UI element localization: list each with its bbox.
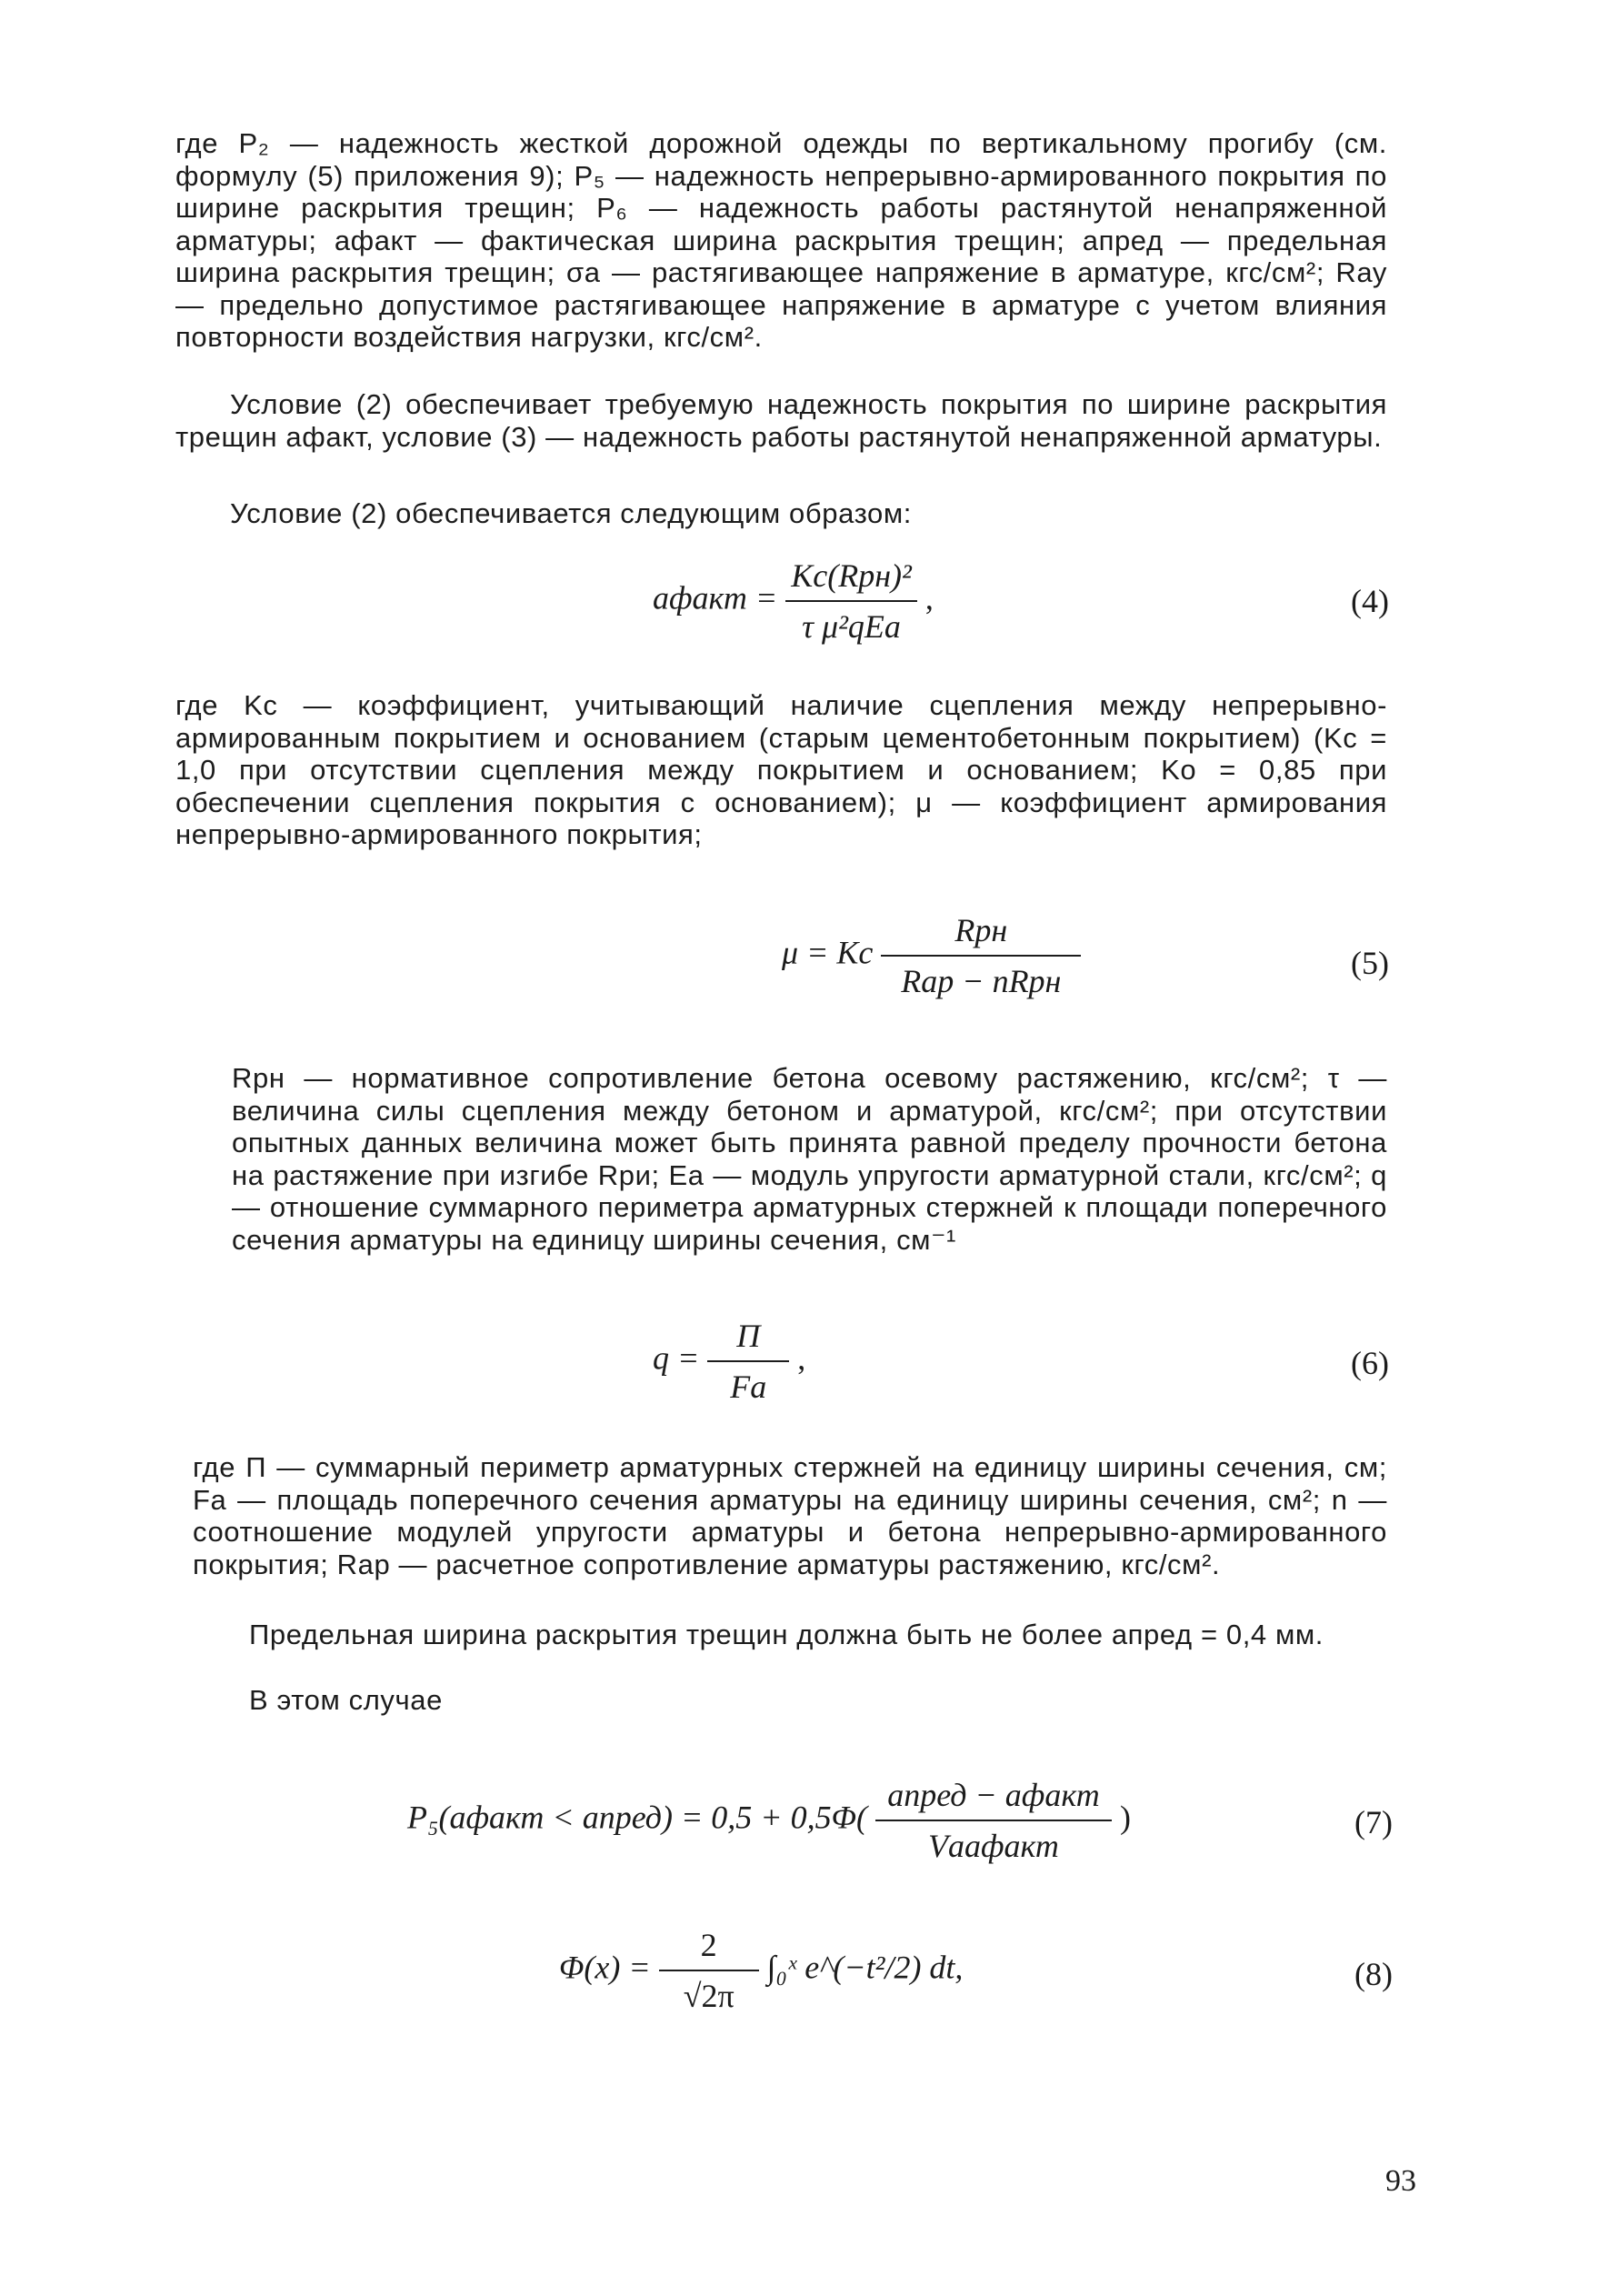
formula-4-denominator: τ μ²qEа (785, 600, 917, 646)
formula-8-denominator: √2π (659, 1970, 759, 2015)
formula-5-numerator: Rpн (954, 912, 1008, 948)
formula-8-numerator: 2 (700, 1927, 717, 1963)
equation-number-7: (7) (1354, 1804, 1393, 1840)
formula-8-tail: ∫₀ˣ e^(−t²/2) dt, (766, 1949, 964, 1986)
paragraph-definitions-1: где P₂ — надежность жесткой дорожной одежды по вертикальному прогибу (см. формулу (5) приложения 9); P₅ — надежность непрерывно-армированного покрытия по ширине раскрытия трещин; P₆ — надежность работы растянутой ненапряженной арматуры; aфакт — фактическая ширина раскрытия трещин; aпред — предельная ширина раскрытия трещин; σа — растягивающее напряжение в арматуре, кгс/см²; Rау — предельно допустимое растягивающее напряжение в арматуре с учетом влияния повторности воздействия нагрузки, кгс/см². (175, 127, 1387, 353)
paragraph-limit-width: Предельная ширина раскрытия трещин должна быть не более aпред = 0,4 мм. (249, 1619, 1324, 1650)
formula-7-lhs: P₅(aфакт < aпред) = 0,5 + 0,5Φ( (407, 1799, 867, 1836)
formula-6-denominator: Fа (707, 1360, 789, 1406)
formula-5 (782, 911, 1327, 1000)
formula-4 (653, 556, 1198, 646)
equation-number-6: (6) (1351, 1345, 1389, 1381)
paragraph-condition-2: Условие (2) обеспечивает требуемую надежность покрытия по ширине раскрытия трещин aфакт, условие (3) — надежность работы растянутой ненапряженной арматуры. (175, 388, 1387, 453)
formula-7 (407, 1776, 1280, 1865)
formula-5-denominator: Rаp − nRpн (881, 955, 1081, 1000)
formula-4-numerator: Kс(Rpн)² (791, 557, 912, 594)
equation-number-8: (8) (1354, 1956, 1393, 1992)
formula-4-tail: , (924, 579, 934, 617)
formula-7-numerator: aпред − aфакт (887, 1777, 1100, 1813)
formula-6 (653, 1317, 1016, 1406)
paragraph-in-this-case: В этом случае (249, 1684, 443, 1716)
paragraph-rp-definition: Rpн — нормативное сопротивление бетона осевому растяжению, кгс/см²; τ — величина силы сцепления между бетоном и арматурой, кгс/см²; при отсутствии опытных данных величина может быть принята равной пределу прочности бетона на растяжение при изгибе Rри; Eа — модуль упругости арматурной стали, кгс/см²; q — отношение суммарного периметра арматурных стержней к площади поперечного сечения арматуры на единицу ширины сечения, см⁻¹ (232, 1062, 1387, 1256)
equation-number-4: (4) (1351, 583, 1389, 619)
formula-8 (559, 1926, 1304, 2015)
paragraph-kc-definition: где Kс — коэффициент, учитывающий наличие сцепления между непрерывно-армированным покрытием и основанием (старым цементобетонным покрытием) (Kс = 1,0 при отсутствии сцепления между покрытием и основанием; Kо = 0,85 при обеспечении сцепления покрытия с основанием); μ — коэффициент армирования непрерывно-армированного покрытия; (175, 689, 1387, 850)
equation-number-5: (5) (1351, 945, 1389, 981)
formula-6-tail: , (797, 1339, 806, 1377)
page-number: 93 (1385, 2164, 1416, 2198)
formula-8-lhs: Φ(x) = (559, 1949, 651, 1986)
formula-5-lhs: μ = Kс (782, 934, 874, 971)
formula-4-lhs: aфакт = (653, 579, 778, 617)
paragraph-perimeter-definition: где П — суммарный периметр арматурных стержней на единицу ширины сечения, см; Fа — площадь поперечного сечения арматуры на единицу ширины сечения, см²; n — соотношение модулей упругости арматуры и бетона непрерывно-армированного покрытия; Rаp — расчетное сопротивление арматуры растяжению, кгс/см². (193, 1451, 1387, 1580)
formula-7-tail: ) (1119, 1799, 1131, 1836)
formula-7-denominator: Vаaфакт (875, 1820, 1112, 1865)
formula-6-lhs: q = (653, 1339, 700, 1377)
formula-6-numerator: П (736, 1318, 761, 1354)
paragraph-condition-intro: Условие (2) обеспечивается следующим образом: (230, 497, 913, 529)
